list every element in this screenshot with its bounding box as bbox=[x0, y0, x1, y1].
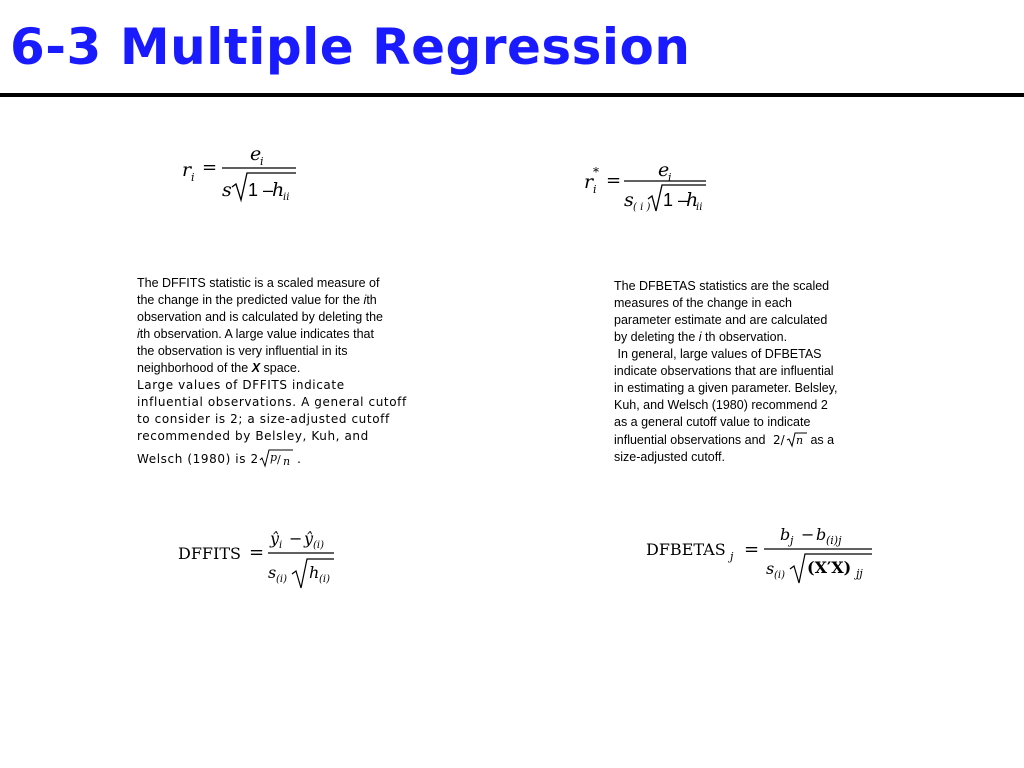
slide-title-text: Multiple Regression bbox=[119, 18, 691, 76]
dffits-mono-5 bbox=[137, 448, 427, 468]
dfbetas-cutoff-sqrt bbox=[769, 431, 807, 448]
dffits-equals: = bbox=[249, 542, 265, 563]
formula-studentized-residual bbox=[178, 140, 308, 210]
dffits-yhat-i-sub: i bbox=[279, 540, 283, 551]
dffits-line-4-i: i bbox=[137, 327, 140, 341]
formula-ri-svg bbox=[178, 140, 308, 210]
dfbetas-line-8: Kuh, and Welsch (1980) recommend 2 bbox=[614, 398, 828, 412]
dfbetas-line-4-i: i bbox=[698, 330, 702, 344]
formula-dfbetas bbox=[644, 522, 884, 594]
dffits-minus: − bbox=[289, 529, 303, 548]
dfbetas-line-9: as a general cutoff value to indicate bbox=[614, 415, 811, 429]
dffits-yhat-paren-i: ŷ bbox=[304, 529, 314, 548]
dffits-mono-5-end: . bbox=[292, 452, 302, 466]
formula-ri-star-svg bbox=[580, 158, 720, 228]
dffits-line-3: observation and is calculated by deleting the bbox=[137, 310, 383, 324]
dffits-line-6-b: space. bbox=[260, 361, 301, 375]
dfbetas-name: DFBETAS bbox=[646, 540, 726, 559]
dfbetas-line-4 bbox=[614, 329, 894, 346]
dffits-den-s-sub: (i) bbox=[276, 574, 288, 585]
dffits-mono-5-a: Welsch (1980) is 2 bbox=[137, 452, 259, 466]
dffits-mono-2: influential observations. A general cutoff bbox=[137, 395, 407, 409]
dffits-mono-1: Large values of DFFITS indicate bbox=[137, 378, 345, 392]
dfbetas-line-4-b: th observation. bbox=[701, 330, 788, 344]
dfbetas-minus: − bbox=[801, 525, 815, 544]
dffits-line-6-x: X bbox=[251, 361, 261, 375]
dfbetas-line-7: in estimating a given parameter. Belsley, bbox=[614, 381, 838, 395]
dffits-line-2-a: the change in the predicted value for the bbox=[137, 293, 364, 307]
ri-lhs: r bbox=[182, 159, 192, 181]
dffits-mono-3: to consider is 2; a size-adjusted cutoff bbox=[137, 412, 390, 426]
ri-star-num-sub: i bbox=[668, 171, 672, 184]
dffits-line-2 bbox=[137, 292, 427, 309]
dfbetas-line-4-a: by deleting the bbox=[614, 330, 699, 344]
dfbetas-cutoff-n: n bbox=[795, 434, 804, 447]
formula-dffits-svg bbox=[176, 522, 346, 594]
dffits-den-h: h bbox=[309, 563, 320, 582]
dffits-line-4-b: th observation. A large value indicates that bbox=[139, 327, 374, 341]
dffits-cutoff-n: n bbox=[282, 455, 291, 468]
dffits-mono-4: recommended by Belsley, Kuh, and bbox=[137, 429, 369, 443]
ri-star-num: e bbox=[658, 159, 670, 181]
ri-one-minus: 1 – bbox=[248, 180, 274, 200]
dfbetas-line-10-a: influential observations and bbox=[614, 433, 769, 447]
dffits-line-6 bbox=[137, 360, 427, 377]
dffits-cutoff-slash: / bbox=[276, 453, 282, 466]
dffits-name: DFFITS bbox=[178, 544, 241, 563]
dffits-description bbox=[137, 275, 427, 468]
ri-h: h bbox=[272, 179, 285, 201]
slide-title-number: 6-3 bbox=[10, 18, 102, 76]
dfbetas-line-3: parameter estimate and are calculated bbox=[614, 313, 828, 327]
dffits-line-4 bbox=[137, 326, 427, 343]
dffits-cutoff-p: p bbox=[269, 451, 278, 464]
slide-title bbox=[10, 18, 691, 76]
ri-star-h: h bbox=[686, 189, 699, 211]
dfbetas-line-10-b: as a bbox=[806, 433, 835, 447]
ri-num: e bbox=[250, 143, 262, 165]
dffits-cutoff-sqrt bbox=[259, 448, 293, 468]
ri-star-lhs: r bbox=[584, 171, 594, 193]
dfbetas-cutoff-two: 2/ bbox=[772, 433, 785, 447]
dfbetas-line-1: The DFBETAS statistics are the scaled bbox=[614, 279, 830, 293]
ri-star-den-s: s bbox=[624, 189, 634, 211]
formula-dfbetas-svg bbox=[644, 522, 884, 594]
ri-star-sup: * bbox=[593, 165, 599, 179]
formula-rstudent bbox=[580, 158, 720, 228]
dffits-den-h-sub: (i) bbox=[319, 574, 331, 585]
ri-star-equals: = bbox=[606, 170, 622, 191]
ri-num-sub: i bbox=[260, 155, 264, 168]
dfbetas-b: b bbox=[780, 525, 791, 544]
dffits-yhat-i: ŷ bbox=[270, 529, 280, 548]
dfbetas-line-5: In general, large values of DFBETAS bbox=[614, 347, 822, 361]
dfbetas-line-11: size-adjusted cutoff. bbox=[614, 450, 725, 464]
dfbetas-description bbox=[614, 278, 894, 466]
ri-equals: = bbox=[202, 157, 218, 178]
ri-star-lhs-sub: i bbox=[593, 183, 597, 196]
dfbetas-den-s: s bbox=[766, 559, 775, 578]
dfbetas-b-sub: j bbox=[790, 534, 794, 547]
dffits-line-2-b: th bbox=[366, 293, 377, 307]
dffits-line-6-a: neighborhood of the bbox=[137, 361, 252, 375]
ri-h-sub: ii bbox=[283, 192, 290, 203]
dfbetas-name-sub: j bbox=[730, 550, 734, 563]
dffits-line-1: The DFFITS statistic is a scaled measure of bbox=[137, 276, 380, 290]
ri-star-h-sub: ii bbox=[696, 202, 703, 213]
dfbetas-line-6: indicate observations that are influential bbox=[614, 364, 834, 378]
dffits-line-5: the observation is very influential in its bbox=[137, 344, 348, 358]
dfbetas-line-10 bbox=[614, 431, 894, 449]
title-divider bbox=[0, 93, 1024, 97]
dfbetas-den-s-sub: (i) bbox=[774, 570, 786, 581]
dfbetas-xtx: (X′X) bbox=[807, 558, 852, 577]
dfbetas-b2-sub: (i)j bbox=[826, 534, 842, 547]
dfbetas-xtx-sub: jj bbox=[856, 567, 863, 580]
ri-lhs-sub: i bbox=[191, 171, 195, 184]
ri-star-den-s-sub: ( i ) bbox=[633, 202, 651, 213]
dfbetas-line-2: measures of the change in each bbox=[614, 296, 792, 310]
dffits-line-2-i: i bbox=[363, 293, 367, 307]
dfbetas-equals: = bbox=[744, 539, 760, 560]
ri-den-s: s bbox=[222, 179, 232, 201]
dfbetas-b2: b bbox=[816, 525, 827, 544]
dffits-yhat-paren-i-sub: (i) bbox=[313, 540, 325, 551]
formula-dffits bbox=[176, 522, 346, 594]
ri-star-one-minus: 1 – bbox=[663, 190, 689, 210]
dffits-den-s: s bbox=[268, 563, 277, 582]
